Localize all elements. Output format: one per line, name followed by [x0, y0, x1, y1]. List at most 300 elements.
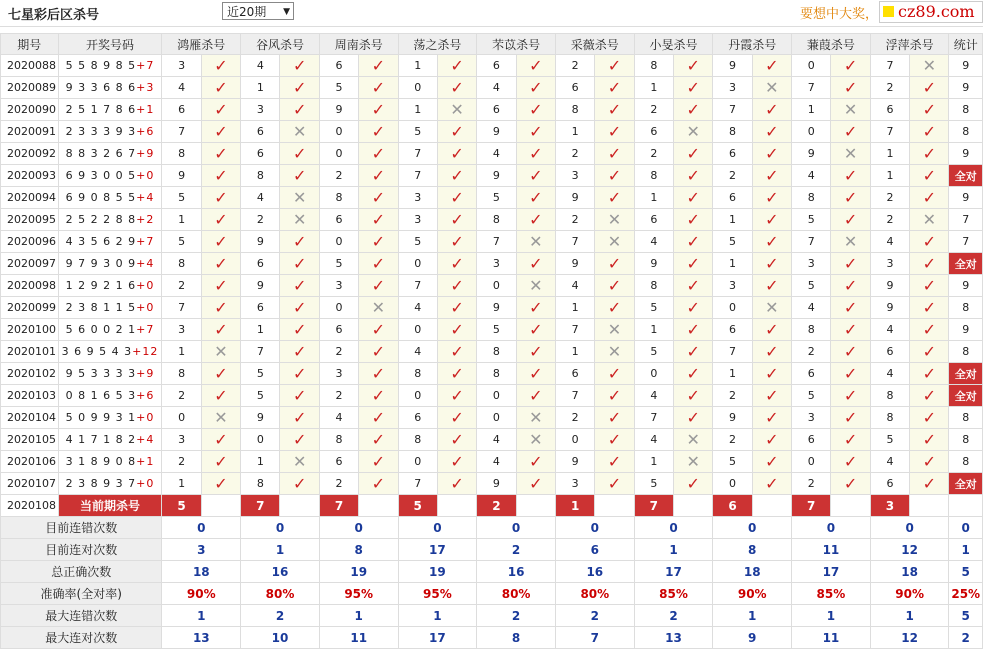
check-icon: ✓: [607, 474, 622, 493]
stat-count-cell: 8: [949, 99, 983, 121]
result-mark-cell: [437, 297, 476, 319]
current-kill-number: 6: [713, 495, 752, 517]
result-mark-cell: [437, 253, 476, 275]
check-icon: ✓: [529, 452, 543, 471]
result-mark-cell: [752, 99, 791, 121]
kill-number-cell: 8: [713, 121, 752, 143]
period-cell: 2020105: [1, 429, 59, 451]
kill-number-cell: 6: [634, 209, 673, 231]
table-row: [1, 297, 983, 319]
period-cell: 2020090: [1, 99, 59, 121]
check-icon: ✓: [292, 298, 307, 317]
stat-value: 16: [555, 561, 634, 583]
period-cell: 2020099: [1, 297, 59, 319]
kill-number-table: [0, 33, 983, 649]
kill-number-cell: 6: [241, 253, 280, 275]
kill-number-cell: 0: [477, 385, 516, 407]
check-icon: ✓: [529, 364, 543, 383]
stat-total: 5: [949, 605, 983, 627]
kill-number-cell: 2: [319, 165, 358, 187]
kill-number-cell: 7: [162, 121, 201, 143]
kill-number-cell: 4: [477, 451, 516, 473]
check-icon: ✓: [922, 166, 936, 185]
kill-number-cell: 0: [241, 429, 280, 451]
result-mark-cell: [516, 99, 555, 121]
result-mark-cell: [359, 407, 398, 429]
kill-number-cell: 6: [319, 451, 358, 473]
table-row: [1, 451, 983, 473]
check-icon: ✓: [686, 320, 700, 339]
result-mark-cell: [516, 407, 555, 429]
table-row: [1, 319, 983, 341]
result-mark-cell: [359, 121, 398, 143]
table-row: [1, 363, 983, 385]
check-icon: ✓: [450, 430, 464, 449]
kill-number-cell: 5: [713, 451, 752, 473]
result-mark-cell: [831, 385, 870, 407]
kill-number-cell: 0: [555, 429, 594, 451]
check-icon: ✓: [843, 408, 858, 427]
check-icon: ✓: [843, 276, 858, 295]
cross-icon: ✕: [607, 342, 622, 361]
kill-number-cell: 9: [241, 275, 280, 297]
result-mark-cell: [910, 77, 949, 99]
current-kill-number: 2: [477, 495, 516, 517]
draw-numbers-cell: [58, 385, 162, 407]
result-mark-cell: [516, 429, 555, 451]
check-icon: ✓: [292, 364, 307, 383]
draw-numbers-cell: [58, 473, 162, 495]
kill-number-cell: 2: [162, 385, 201, 407]
draw-bonus: +7: [136, 59, 155, 72]
stat-value: 18: [713, 561, 792, 583]
result-mark-cell: [437, 385, 476, 407]
result-mark-cell: [910, 187, 949, 209]
stat-value: 12: [870, 539, 949, 561]
check-icon: ✓: [922, 254, 936, 273]
draw-numbers: 2 5 1 7 8 6: [65, 103, 137, 116]
draw-bonus: +2: [136, 213, 155, 226]
kill-number-cell: 7: [870, 55, 909, 77]
kill-number-cell: 0: [792, 55, 831, 77]
kill-number-cell: 0: [319, 143, 358, 165]
result-mark-cell: [910, 451, 949, 473]
table-row: [1, 407, 983, 429]
check-icon: ✓: [607, 100, 622, 119]
stat-value: 1: [319, 605, 398, 627]
period-cell: 2020091: [1, 121, 59, 143]
kill-number-cell: 4: [477, 429, 516, 451]
check-icon: ✓: [450, 276, 464, 295]
result-mark-cell: [201, 187, 240, 209]
check-icon: ✓: [214, 386, 228, 405]
check-icon: ✓: [371, 452, 386, 471]
cross-icon: ✕: [214, 342, 228, 361]
draw-numbers: 9 7 9 3 0 9: [65, 257, 137, 270]
kill-number-cell: 2: [555, 55, 594, 77]
result-mark-cell: [201, 473, 240, 495]
kill-number-cell: 7: [555, 231, 594, 253]
check-icon: ✓: [843, 474, 858, 493]
check-icon: ✓: [529, 144, 543, 163]
stat-value: 8: [477, 627, 556, 649]
draw-bonus: +6: [136, 389, 155, 402]
check-icon: ✓: [922, 408, 936, 427]
check-icon: ✓: [214, 364, 228, 383]
kill-number-cell: 8: [162, 253, 201, 275]
kill-number-cell: 9: [477, 165, 516, 187]
draw-numbers: 2 3 8 1 1 5: [65, 301, 137, 314]
kill-number-cell: 0: [792, 121, 831, 143]
check-icon: ✓: [450, 386, 464, 405]
stat-value: 80%: [477, 583, 556, 605]
kill-number-cell: 4: [792, 297, 831, 319]
check-icon: ✓: [843, 320, 858, 339]
result-mark-cell: [831, 55, 870, 77]
result-mark-cell: [280, 319, 319, 341]
kill-number-cell: 6: [713, 143, 752, 165]
kill-number-cell: 7: [555, 385, 594, 407]
check-icon: ✓: [371, 144, 386, 163]
kill-number-cell: 9: [319, 99, 358, 121]
result-mark-cell: [595, 363, 634, 385]
result-mark-cell: [910, 55, 949, 77]
table-row: [1, 121, 983, 143]
draw-numbers: 1 2 9 2 1 6: [65, 279, 137, 292]
result-mark-cell: [201, 231, 240, 253]
kill-number-cell: 1: [555, 297, 594, 319]
result-mark-cell: [674, 253, 713, 275]
stat-value: 2: [241, 605, 320, 627]
stat-value: 10: [241, 627, 320, 649]
kill-number-cell: 0: [477, 275, 516, 297]
result-mark-cell: [516, 275, 555, 297]
kill-number-cell: 7: [398, 165, 437, 187]
kill-number-cell: 1: [792, 99, 831, 121]
stat-value: 17: [792, 561, 871, 583]
result-mark-cell: [280, 341, 319, 363]
kill-number-cell: 9: [477, 297, 516, 319]
check-icon: ✓: [765, 210, 779, 229]
check-icon: ✓: [765, 408, 779, 427]
stat-value: 17: [398, 539, 477, 561]
check-icon: ✓: [686, 386, 700, 405]
check-icon: ✓: [292, 166, 307, 185]
result-mark-cell: [831, 187, 870, 209]
column-header: 采薇杀号: [555, 34, 634, 55]
stat-value: 13: [162, 627, 241, 649]
empty-cell: [359, 495, 398, 517]
draw-bonus: +0: [136, 411, 155, 424]
check-icon: ✓: [450, 122, 464, 141]
cross-icon: ✕: [292, 122, 307, 141]
result-mark-cell: [595, 165, 634, 187]
stat-value: 11: [792, 627, 871, 649]
result-mark-cell: [910, 429, 949, 451]
period-cell: 2020104: [1, 407, 59, 429]
current-kill-number: 7: [792, 495, 831, 517]
result-mark-cell: [674, 55, 713, 77]
stat-value: 8: [319, 539, 398, 561]
check-icon: ✓: [529, 166, 543, 185]
current-kill-number: 7: [319, 495, 358, 517]
result-mark-cell: [910, 407, 949, 429]
check-icon: ✓: [292, 254, 307, 273]
period-cell: 2020088: [1, 55, 59, 77]
check-icon: ✓: [214, 56, 228, 75]
kill-number-cell: 5: [634, 473, 673, 495]
range-select[interactable]: [222, 2, 294, 20]
result-mark-cell: [201, 165, 240, 187]
kill-number-cell: 4: [634, 385, 673, 407]
check-icon: ✓: [214, 210, 228, 229]
check-icon: ✓: [529, 320, 543, 339]
check-icon: ✓: [922, 122, 936, 141]
result-mark-cell: [280, 253, 319, 275]
check-icon: ✓: [922, 342, 936, 361]
current-kill-number: 5: [162, 495, 201, 517]
check-icon: ✓: [922, 276, 936, 295]
kill-number-cell: 8: [477, 363, 516, 385]
draw-numbers: 5 6 0 0 2 1: [65, 323, 137, 336]
result-mark-cell: [910, 121, 949, 143]
kill-number-cell: 5: [792, 385, 831, 407]
period-cell: 2020089: [1, 77, 59, 99]
kill-number-cell: 0: [634, 363, 673, 385]
result-mark-cell: [280, 363, 319, 385]
stat-total: 2: [949, 627, 983, 649]
stat-label: 总正确次数: [1, 561, 162, 583]
empty-cell: [674, 495, 713, 517]
result-mark-cell: [831, 429, 870, 451]
check-icon: ✓: [765, 254, 779, 273]
check-icon: ✓: [292, 100, 307, 119]
result-mark-cell: [831, 275, 870, 297]
check-icon: ✓: [371, 56, 386, 75]
kill-number-cell: 1: [634, 451, 673, 473]
kill-number-cell: 7: [555, 319, 594, 341]
check-icon: ✓: [529, 298, 543, 317]
result-mark-cell: [595, 209, 634, 231]
kill-number-cell: 2: [870, 209, 909, 231]
check-icon: ✓: [450, 320, 464, 339]
stat-count-cell: 9: [949, 143, 983, 165]
kill-number-cell: 4: [241, 55, 280, 77]
kill-number-cell: 2: [713, 165, 752, 187]
kill-number-cell: 3: [398, 209, 437, 231]
table-row: [1, 165, 983, 187]
all-correct-badge: 全对: [949, 385, 983, 407]
stat-value: 85%: [792, 583, 871, 605]
stat-count-cell: 9: [949, 187, 983, 209]
result-mark-cell: [752, 77, 791, 99]
kill-number-cell: 9: [634, 253, 673, 275]
empty-cell: [752, 495, 791, 517]
check-icon: ✓: [450, 232, 464, 251]
result-mark-cell: [437, 165, 476, 187]
check-icon: ✓: [371, 254, 386, 273]
result-mark-cell: [674, 77, 713, 99]
draw-bonus: +4: [136, 433, 155, 446]
promo-text[interactable]: 要想中大奖，: [800, 7, 879, 22]
kill-number-cell: 6: [162, 99, 201, 121]
kill-number-cell: 1: [870, 165, 909, 187]
result-mark-cell: [910, 209, 949, 231]
period-cell: 2020093: [1, 165, 59, 187]
stat-value: 19: [319, 561, 398, 583]
result-mark-cell: [437, 209, 476, 231]
kill-number-cell: 1: [241, 319, 280, 341]
result-mark-cell: [359, 99, 398, 121]
check-icon: ✓: [686, 408, 700, 427]
kill-number-cell: 6: [398, 407, 437, 429]
result-mark-cell: [201, 55, 240, 77]
result-mark-cell: [516, 451, 555, 473]
check-icon: ✓: [686, 188, 700, 207]
stat-value: 1: [398, 605, 477, 627]
kill-number-cell: 5: [477, 319, 516, 341]
result-mark-cell: [831, 143, 870, 165]
kill-number-cell: 3: [713, 77, 752, 99]
kill-number-cell: 7: [477, 231, 516, 253]
column-header: 小旻杀号: [634, 34, 713, 55]
table-row: [1, 143, 983, 165]
table-row: [1, 55, 983, 77]
result-mark-cell: [910, 363, 949, 385]
result-mark-cell: [280, 231, 319, 253]
empty-cell: [437, 495, 476, 517]
stat-value: 0: [398, 517, 477, 539]
check-icon: ✓: [843, 386, 858, 405]
stat-count-cell: 7: [949, 209, 983, 231]
kill-number-cell: 9: [555, 253, 594, 275]
stat-value: 0: [555, 517, 634, 539]
current-kill-number: 7: [241, 495, 280, 517]
empty-cell: [516, 495, 555, 517]
result-mark-cell: [359, 275, 398, 297]
check-icon: ✓: [450, 78, 464, 97]
stat-count-cell: 8: [949, 407, 983, 429]
current-kill-number: 1: [555, 495, 594, 517]
table-row: [1, 385, 983, 407]
check-icon: ✓: [292, 320, 307, 339]
stat-value: 16: [477, 561, 556, 583]
kill-number-cell: 5: [477, 187, 516, 209]
draw-numbers: 9 3 3 6 8 6: [65, 81, 137, 94]
kill-number-cell: 1: [398, 55, 437, 77]
kill-number-cell: 8: [477, 341, 516, 363]
kill-number-cell: 1: [162, 341, 201, 363]
period-cell: 2020101: [1, 341, 59, 363]
draw-numbers-cell: [58, 187, 162, 209]
check-icon: ✓: [607, 166, 622, 185]
stat-value: 0: [870, 517, 949, 539]
kill-number-cell: 2: [870, 187, 909, 209]
check-icon: ✓: [529, 188, 543, 207]
stat-value: 0: [477, 517, 556, 539]
kill-number-cell: 3: [241, 99, 280, 121]
check-icon: ✓: [292, 386, 307, 405]
check-icon: ✓: [607, 78, 622, 97]
result-mark-cell: [595, 407, 634, 429]
result-mark-cell: [437, 99, 476, 121]
kill-number-cell: 6: [870, 473, 909, 495]
check-icon: ✓: [214, 100, 228, 119]
stat-row: [1, 517, 983, 539]
kill-number-cell: 2: [319, 473, 358, 495]
result-mark-cell: [831, 363, 870, 385]
stat-label: 目前连对次数: [1, 539, 162, 561]
check-icon: ✓: [922, 430, 936, 449]
check-icon: ✓: [922, 386, 936, 405]
result-mark-cell: [831, 473, 870, 495]
result-mark-cell: [752, 165, 791, 187]
result-mark-cell: [910, 385, 949, 407]
result-mark-cell: [752, 209, 791, 231]
result-mark-cell: [910, 253, 949, 275]
check-icon: ✓: [843, 78, 858, 97]
check-icon: ✓: [607, 254, 622, 273]
check-icon: ✓: [450, 452, 464, 471]
kill-number-cell: 4: [634, 231, 673, 253]
kill-number-cell: 8: [870, 407, 909, 429]
check-icon: ✓: [371, 122, 386, 141]
check-icon: ✓: [450, 298, 464, 317]
stat-count-cell: 9: [949, 55, 983, 77]
result-mark-cell: [437, 77, 476, 99]
draw-numbers-cell: [58, 429, 162, 451]
result-mark-cell: [201, 385, 240, 407]
check-icon: ✓: [214, 166, 228, 185]
kill-number-cell: 0: [477, 407, 516, 429]
period-cell: 2020107: [1, 473, 59, 495]
result-mark-cell: [595, 99, 634, 121]
result-mark-cell: [280, 77, 319, 99]
kill-number-cell: 5: [162, 187, 201, 209]
draw-numbers-cell: [58, 231, 162, 253]
result-mark-cell: [674, 385, 713, 407]
kill-number-cell: 8: [241, 473, 280, 495]
kill-number-cell: 8: [319, 429, 358, 451]
result-mark-cell: [201, 121, 240, 143]
result-mark-cell: [831, 121, 870, 143]
site-logo[interactable]: [879, 1, 983, 23]
result-mark-cell: [752, 407, 791, 429]
check-icon: ✓: [214, 188, 228, 207]
cross-icon: ✕: [607, 210, 622, 229]
draw-numbers: 9 5 3 3 3 3: [65, 367, 137, 380]
kill-number-cell: 2: [241, 209, 280, 231]
draw-bonus: +9: [136, 367, 155, 380]
table-row: [1, 473, 983, 495]
result-mark-cell: [201, 363, 240, 385]
cross-icon: ✕: [843, 232, 858, 251]
draw-bonus: +0: [136, 169, 155, 182]
result-mark-cell: [752, 121, 791, 143]
result-mark-cell: [595, 429, 634, 451]
draw-bonus: +7: [136, 323, 155, 336]
check-icon: ✓: [607, 122, 622, 141]
stat-value: 90%: [713, 583, 792, 605]
draw-numbers-cell: [58, 319, 162, 341]
stat-value: 12: [870, 627, 949, 649]
result-mark-cell: [201, 143, 240, 165]
result-mark-cell: [359, 385, 398, 407]
check-icon: ✓: [450, 144, 464, 163]
check-icon: ✓: [765, 430, 779, 449]
kill-number-cell: 6: [319, 319, 358, 341]
kill-number-cell: 6: [319, 55, 358, 77]
